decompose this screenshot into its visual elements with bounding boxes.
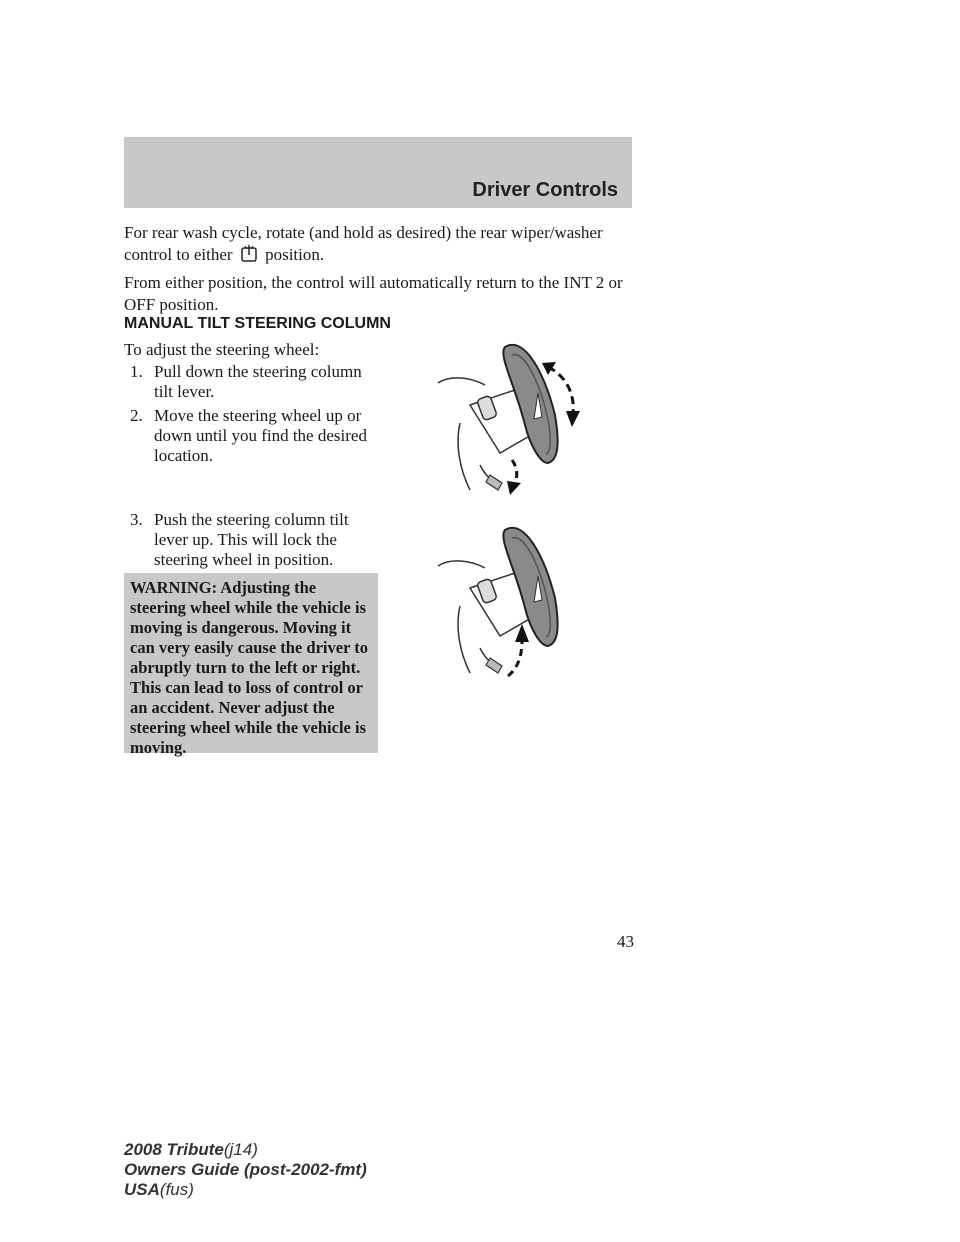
section-title: Driver Controls bbox=[472, 179, 618, 201]
step-1 bbox=[130, 362, 380, 402]
page-number: 43 bbox=[617, 932, 634, 951]
header-band bbox=[124, 137, 632, 208]
step-number: 1. bbox=[130, 362, 143, 381]
warning-text: WARNING: Adjusting the steering wheel while the vehicle is moving is dangerous. Moving it can very easily cause the driver to abruptly turn to the left or right. This can lead to loss of control or an accident. Never adjust the steering wheel while the vehicle is moving. bbox=[130, 578, 368, 757]
rear-wash-line1: For rear wash cycle, rotate (and hold as desired) the rear wiper/washer bbox=[124, 223, 603, 242]
return-paragraph: From either position, the control will automatically return to the INT 2 or OFF position. bbox=[124, 273, 623, 314]
rear-wash-line2-after: position. bbox=[265, 245, 325, 264]
footer-market-code: (fus) bbox=[159, 1180, 194, 1199]
warning-box bbox=[124, 573, 378, 757]
step-text: Move the steering wheel up or down until you find the desired location. bbox=[154, 406, 367, 465]
steering-tilt-adjust-illustration bbox=[430, 335, 600, 505]
footer bbox=[124, 1140, 367, 1200]
footer-guide: Owners Guide (post-2002-fmt) bbox=[124, 1160, 367, 1179]
intro-text: To adjust the steering wheel: bbox=[124, 340, 320, 359]
step-text: Pull down the steering column tilt lever. bbox=[154, 362, 362, 401]
step-number: 3. bbox=[130, 510, 143, 529]
section-heading: MANUAL TILT STEERING COLUMN bbox=[124, 315, 391, 332]
footer-model-code: (j14) bbox=[223, 1140, 258, 1159]
footer-market: USA bbox=[124, 1180, 160, 1199]
rear-washer-icon bbox=[239, 245, 259, 263]
footer-model: 2008 Tribute bbox=[124, 1140, 224, 1159]
step-2 bbox=[130, 406, 380, 466]
step-3 bbox=[130, 510, 380, 570]
step-number: 2. bbox=[130, 406, 143, 425]
steering-tilt-lock-illustration bbox=[430, 518, 600, 688]
rear-wash-paragraph bbox=[124, 222, 634, 266]
rear-wash-line2-before: control to either bbox=[124, 245, 233, 264]
step-text: Push the steering column tilt lever up. This will lock the steering wheel in position. bbox=[154, 510, 349, 569]
